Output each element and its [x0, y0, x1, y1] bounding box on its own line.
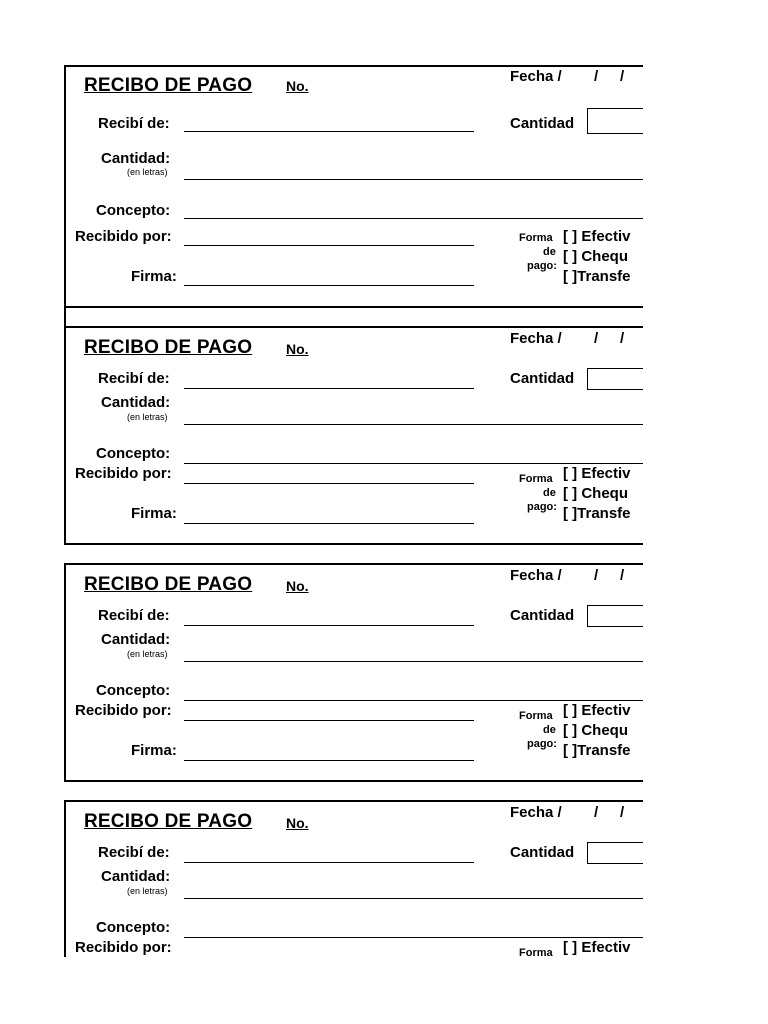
- amount-words-hint: (en letras): [127, 167, 168, 177]
- signature-field[interactable]: [184, 285, 474, 286]
- concept-label: Concepto:: [96, 445, 171, 462]
- receipt-divider: [64, 306, 66, 328]
- payment-method-label: pago:: [527, 738, 557, 750]
- amount-words-label: Cantidad:: [101, 394, 171, 411]
- payment-option-check[interactable]: [ ] Chequ: [563, 248, 628, 265]
- amount-words-field[interactable]: [184, 661, 643, 662]
- payment-option-cash[interactable]: [ ] Efectiv: [563, 939, 631, 956]
- concept-label: Concepto:: [96, 682, 171, 699]
- date-separator: /: [620, 567, 625, 584]
- received-from-label: Recibí de:: [98, 844, 170, 861]
- amount-words-field[interactable]: [184, 424, 643, 425]
- amount-words-hint: (en letras): [127, 412, 168, 422]
- receipt-title: RECIBO DE PAGO: [84, 75, 253, 96]
- received-from-field[interactable]: [184, 388, 474, 389]
- date-label: Fecha /: [510, 330, 562, 347]
- date-separator: /: [620, 68, 625, 85]
- amount-label: Cantidad: [510, 115, 575, 132]
- payment-option-cash[interactable]: [ ] Efectiv: [563, 228, 631, 245]
- receipt-form-3: [64, 563, 643, 782]
- payment-method-label: Forma: [519, 947, 553, 957]
- receipt-title: RECIBO DE PAGO: [84, 574, 253, 595]
- payment-option-transfer[interactable]: [ ]Transfe: [563, 268, 631, 285]
- received-by-field[interactable]: [184, 245, 474, 246]
- amount-label: Cantidad: [510, 607, 575, 624]
- concept-field[interactable]: [184, 700, 643, 701]
- payment-option-cash[interactable]: [ ] Efectiv: [563, 702, 631, 719]
- payment-option-check[interactable]: [ ] Chequ: [563, 722, 628, 739]
- received-from-label: Recibí de:: [98, 370, 170, 387]
- receipt-form-2: [64, 326, 643, 545]
- payment-method-label: pago:: [527, 501, 557, 513]
- signature-label: Firma:: [131, 268, 177, 285]
- amount-box[interactable]: [587, 108, 643, 134]
- concept-label: Concepto:: [96, 919, 171, 936]
- payment-option-transfer[interactable]: [ ]Transfe: [563, 505, 631, 522]
- date-separator: /: [594, 68, 599, 85]
- date-separator: /: [620, 330, 625, 347]
- receipt-form-1: [64, 65, 643, 308]
- date-separator: /: [594, 567, 599, 584]
- payment-method-label: de: [543, 724, 556, 736]
- amount-label: Cantidad: [510, 370, 575, 387]
- received-from-field[interactable]: [184, 131, 474, 132]
- receipt-number-label: No.: [286, 341, 309, 357]
- date-separator: /: [594, 330, 599, 347]
- payment-method-label: pago:: [527, 260, 557, 272]
- receipt-title: RECIBO DE PAGO: [84, 337, 253, 358]
- date-separator: /: [620, 804, 625, 821]
- amount-words-label: Cantidad:: [101, 868, 171, 885]
- signature-field[interactable]: [184, 523, 474, 524]
- payment-method-label: Forma: [519, 232, 553, 244]
- receipt-form-4: [64, 800, 643, 957]
- concept-field[interactable]: [184, 463, 643, 464]
- received-from-field[interactable]: [184, 625, 474, 626]
- payment-method-label: de: [543, 487, 556, 499]
- receipt-number-label: No.: [286, 578, 309, 594]
- received-by-label: Recibido por:: [75, 939, 172, 956]
- signature-field[interactable]: [184, 760, 474, 761]
- amount-words-label: Cantidad:: [101, 150, 171, 167]
- signature-label: Firma:: [131, 742, 177, 759]
- receipt-number-label: No.: [286, 78, 309, 94]
- amount-box[interactable]: [587, 605, 643, 627]
- amount-words-label: Cantidad:: [101, 631, 171, 648]
- received-by-field[interactable]: [184, 483, 474, 484]
- received-by-label: Recibido por:: [75, 228, 172, 245]
- payment-method-label: de: [543, 246, 556, 258]
- amount-words-hint: (en letras): [127, 649, 168, 659]
- amount-words-hint: (en letras): [127, 886, 168, 896]
- received-from-label: Recibí de:: [98, 115, 170, 132]
- concept-field[interactable]: [184, 218, 643, 219]
- payment-option-transfer[interactable]: [ ]Transfe: [563, 742, 631, 759]
- payment-option-check[interactable]: [ ] Chequ: [563, 485, 628, 502]
- amount-words-field[interactable]: [184, 898, 643, 899]
- received-from-field[interactable]: [184, 862, 474, 863]
- payment-method-label: Forma: [519, 710, 553, 722]
- signature-label: Firma:: [131, 505, 177, 522]
- concept-label: Concepto:: [96, 202, 171, 219]
- receipt-number-label: No.: [286, 815, 309, 831]
- amount-label: Cantidad: [510, 844, 575, 861]
- received-by-label: Recibido por:: [75, 465, 172, 482]
- amount-box[interactable]: [587, 842, 643, 864]
- payment-option-cash[interactable]: [ ] Efectiv: [563, 465, 631, 482]
- date-label: Fecha /: [510, 567, 562, 584]
- receipt-title: RECIBO DE PAGO: [84, 811, 253, 832]
- concept-field[interactable]: [184, 937, 643, 938]
- payment-method-label: Forma: [519, 473, 553, 485]
- received-by-field[interactable]: [184, 720, 474, 721]
- received-from-label: Recibí de:: [98, 607, 170, 624]
- date-separator: /: [594, 804, 599, 821]
- amount-words-field[interactable]: [184, 179, 643, 180]
- amount-box[interactable]: [587, 368, 643, 390]
- date-label: Fecha /: [510, 804, 562, 821]
- date-label: Fecha /: [510, 68, 562, 85]
- received-by-label: Recibido por:: [75, 702, 172, 719]
